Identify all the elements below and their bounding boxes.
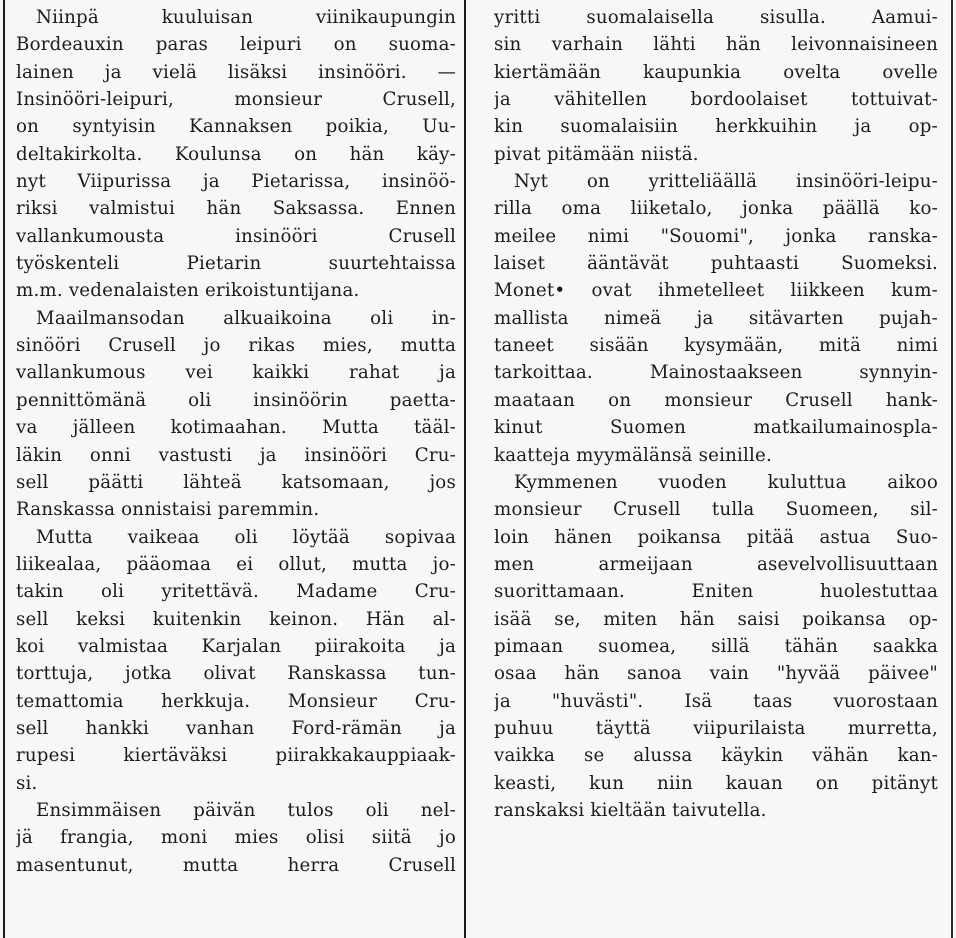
- text-line: koi valmistaa Karjalan piirakoita ja: [16, 635, 456, 657]
- text-line: kin suomalaisiin herkkuihin ja op-: [494, 116, 938, 138]
- text-line: men armeijaan asevelvollisuuttaan: [494, 553, 938, 575]
- text-line: riksi valmistui hän Saksassa. Ennen: [16, 198, 456, 220]
- text-line: maataan on monsieur Crusell hank-: [494, 389, 938, 411]
- text-line: läkin onni vastusti ja insinööri Cru-: [16, 444, 456, 466]
- text-line: sinööri Crusell jo rikas mies, mutta: [16, 335, 456, 357]
- article-column-left: [16, 4, 456, 879]
- text-line: Niinpä kuuluisan viinikaupungin: [36, 7, 456, 28]
- text-line: torttuja, jotka olivat Ranskassa tun-: [16, 663, 456, 685]
- text-line: temattomia herkkuja. Monsieur Cru-: [16, 690, 456, 712]
- text-line: taneet sisään kysymään, mitä nimi: [494, 335, 938, 357]
- text-line: meilee nimi "Souomi", jonka ranska-: [494, 225, 938, 247]
- text-line: ja "huvästi". Isä taas vuorostaan: [494, 690, 938, 712]
- left-border-rule: [3, 0, 5, 938]
- text-line: on syntyisin Kannaksen poikia, Uu-: [16, 116, 456, 138]
- text-line: liikealaa, pääomaa ei ollut, mutta jo-: [16, 553, 456, 575]
- text-line: rupesi kiertäväksi piirakkakauppiaak-: [16, 745, 456, 767]
- text-line: osaa hän sanoa vain "hyvää päivee": [494, 663, 938, 685]
- text-line: kinut Suomen matkailumainospla-: [494, 417, 938, 439]
- text-line: va jälleen kotimaahan. Mutta tääl-: [16, 417, 456, 439]
- text-line: sell keksi kuitenkin keinon. Hän al-: [16, 608, 456, 630]
- text-line: nyt Viipurissa ja Pietarissa, insinöö-: [16, 171, 456, 193]
- text-line: sin varhain lähti hän leivonnaisineen: [494, 34, 938, 56]
- text-line: ranskaksi kieltään taivutella.: [494, 799, 767, 821]
- text-line: jä frangia, moni mies olisi siitä jo: [16, 827, 456, 849]
- text-line: pennittömänä oli insinöörin paetta-: [16, 389, 456, 411]
- text-line: Bordeauxin paras leipuri on suoma-: [16, 34, 456, 56]
- text-line: takin oli yritettävä. Madame Cru-: [16, 581, 456, 603]
- text-line: ja vähitellen bordoolaiset tottuivat-: [494, 89, 938, 111]
- text-line: isää se, miten hän saisi poikansa op-: [494, 608, 938, 630]
- text-line: Insinööri-leipuri, monsieur Crusell,: [16, 89, 456, 111]
- column-divider-rule: [464, 0, 466, 938]
- text-line: suorittamaan. Eniten huolestuttaa: [494, 581, 938, 603]
- text-line: kaatteja myymälänsä seinille.: [494, 444, 772, 466]
- text-line: Maailmansodan alkuaikoina oli in-: [36, 307, 456, 329]
- text-line: Nyt on yritteliäällä insinööri-leipu-: [514, 171, 938, 193]
- text-line: Monet• ovat ihmetelleet liikkeen kum-: [494, 280, 938, 302]
- text-line: työskenteli Pietarin suurtehtaissa: [16, 253, 456, 275]
- text-line: monsieur Crusell tulla Suomeen, sil-: [494, 499, 938, 521]
- text-line: Mutta vaikeaa oli löytää sopivaa: [36, 526, 456, 548]
- text-line: keasti, kun niin kauan on pitänyt: [494, 772, 938, 794]
- text-line: masentunut, mutta herra Crusell: [16, 854, 456, 876]
- text-line: pimaan suomea, sillä tähän saakka: [494, 635, 938, 657]
- text-line: laiset ääntävät puhtaasti Suomeksi.: [494, 253, 938, 275]
- text-line: loin hänen poikansa pitää astua Suo-: [494, 526, 938, 548]
- text-line: pivat pitämään niistä.: [494, 143, 699, 165]
- text-line: Ranskassa onnistaisi paremmin.: [16, 499, 320, 521]
- text-line: yritti suomalaisella sisulla. Aamui-: [494, 7, 938, 28]
- right-border-rule: [951, 0, 953, 938]
- text-line: tarkoittaa. Mainostaakseen synnyin-: [494, 362, 938, 384]
- text-line: si.: [16, 772, 38, 794]
- article-column-right: [494, 4, 938, 824]
- text-line: sell hankki vanhan Ford-rämän ja: [16, 717, 456, 739]
- text-line: deltakirkolta. Koulunsa on hän käy-: [16, 143, 456, 165]
- text-line: puhuu täyttä viipurilaista murretta,: [494, 717, 938, 739]
- text-line: vallankumous vei kaikki rahat ja: [16, 362, 456, 384]
- text-line: kiertämään kaupunkia ovelta ovelle: [494, 61, 938, 83]
- text-line: lainen ja vielä lisäksi insinööri. —: [16, 61, 456, 83]
- text-line: rilla oma liiketalo, jonka päällä ko-: [494, 198, 938, 220]
- text-line: vaikka se alussa käykin vähän kan-: [494, 745, 938, 767]
- text-line: vallankumousta insinööri Crusell: [16, 225, 456, 247]
- text-line: Ensimmäisen päivän tulos oli nel-: [36, 799, 456, 821]
- text-line: mallista nimeä ja sitävarten pujah-: [494, 307, 938, 329]
- text-line: m.m. vedenalaisten erikoistuntijana.: [16, 280, 360, 302]
- text-line: Kymmenen vuoden kuluttua aikoo: [514, 471, 938, 493]
- text-line: sell päätti lähteä katsomaan, jos: [16, 471, 456, 493]
